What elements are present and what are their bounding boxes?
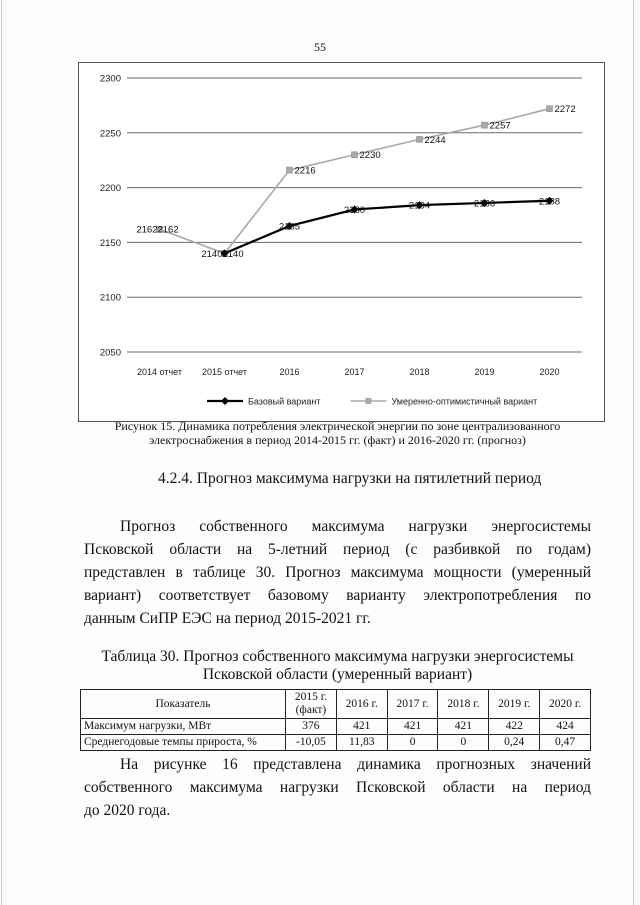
paragraph-line: Прогноз собственного максимума нагрузки энергосистемы [120, 518, 591, 535]
x-tick-label: 2014 отчет [137, 367, 182, 377]
table-row [81, 719, 591, 735]
data-label: 21622162 [136, 224, 179, 236]
x-tick-label: 2015 отчет [202, 367, 247, 377]
max-load-table [80, 689, 591, 751]
data-point-marker [547, 106, 553, 112]
paragraph-line: собственного максимума нагрузки Псковской области на период [84, 779, 591, 796]
paragraph-figure-16 [84, 753, 591, 822]
series-line [225, 201, 550, 254]
cell-value: 376 [286, 719, 337, 735]
cell-value: 421 [336, 719, 387, 735]
data-label: 21402140 [201, 248, 244, 260]
cell-value: 422 [489, 719, 540, 735]
x-tick-label: 2016 [279, 367, 300, 377]
header-2015-note: (факт) [295, 704, 327, 716]
y-tick-label: 2300 [99, 73, 121, 85]
paragraph-line: На рисунке 16 представлена динамика прогнозных значений [120, 756, 591, 773]
paragraph-line: до 2020 года. [84, 802, 171, 819]
data-label: 2257 [489, 120, 511, 132]
header-2015-year: 2015 г. [294, 691, 327, 703]
cell-value: 0,24 [489, 735, 540, 751]
y-tick-label: 2200 [99, 183, 121, 195]
data-label: 2216 [294, 165, 316, 177]
y-tick-label: 2100 [99, 292, 121, 304]
cell-value: 0,47 [540, 735, 591, 751]
data-label: 2188 [538, 196, 561, 208]
y-tick-label: 2250 [99, 128, 121, 140]
header-2019: 2019 г. [489, 690, 540, 719]
header-2017: 2017 г. [387, 690, 438, 719]
caption-line-1: Рисунок 15. Динамика потребления электрической энергии по зоне централизованного [114, 419, 561, 433]
cell-value: 0 [387, 735, 438, 751]
section-heading: 4.2.4. Прогноз максимума нагрузки на пятилетний период [158, 470, 542, 487]
table-title [84, 648, 591, 684]
table-title-line-1: Таблица 30. Прогноз собственного максимума нагрузки энергосистемы [101, 648, 574, 665]
data-point-marker [287, 167, 293, 173]
cell-value: 421 [438, 719, 489, 735]
paragraph-line: Псковской области на 5-летний период (с разбивкой по годам) [84, 541, 591, 558]
legend-marker [365, 398, 371, 404]
data-point-marker [352, 152, 358, 158]
x-tick-label: 2018 [409, 367, 430, 377]
y-tick-label: 2150 [99, 237, 121, 249]
header-2016: 2016 г. [336, 690, 387, 719]
table-row [81, 735, 591, 751]
cell-label: Среднегодовые темпы прироста, % [81, 735, 286, 751]
legend-marker [221, 397, 229, 405]
figure-caption [85, 419, 590, 447]
chart-frame [78, 62, 605, 422]
cell-value: 421 [387, 719, 438, 735]
data-label: 2186 [473, 198, 496, 210]
x-tick-label: 2017 [344, 367, 365, 377]
cell-value: 11,83 [336, 735, 387, 751]
cell-label: Максимум нагрузки, МВт [81, 719, 286, 735]
data-label: 2184 [408, 200, 431, 212]
scan-edge-right [633, 0, 634, 905]
x-tick-label: 2020 [539, 367, 560, 377]
header-2020: 2020 г. [540, 690, 591, 719]
paragraph-line: вариант) соответствует базовому варианту электропотребления по [84, 587, 591, 604]
data-label: 2165 [278, 221, 301, 233]
data-label: 2180 [343, 205, 366, 217]
page-number: 55 [314, 40, 326, 54]
x-tick-label: 2019 [474, 367, 495, 377]
table-header-row [81, 690, 591, 719]
cell-value: -10,05 [286, 735, 337, 751]
cell-value: 0 [438, 735, 489, 751]
legend-label: Умеренно-оптимистичный вариант [391, 396, 538, 407]
header-2015 [286, 690, 337, 719]
scan-edge-left [1, 0, 2, 905]
paragraph-forecast-intro [84, 515, 591, 630]
header-2018: 2018 г. [438, 690, 489, 719]
consumption-chart [79, 63, 604, 421]
data-label: 2244 [424, 134, 446, 146]
data-point-marker [417, 136, 423, 142]
data-point-marker [482, 122, 488, 128]
legend-label: Базовый вариант [248, 396, 321, 407]
y-tick-label: 2050 [99, 347, 121, 359]
data-label: 2230 [359, 150, 381, 162]
table-title-line-2: Псковской области (умеренный вариант) [202, 666, 473, 683]
header-indicator: Показатель [81, 690, 286, 719]
paragraph-line: данным СиПР ЕЭС на период 2015-2021 гг. [84, 610, 371, 627]
caption-line-2: электроснабжения в период 2014-2015 гг. (факт) и 2016-2020 гг. (прогноз) [149, 433, 526, 447]
data-label: 2272 [554, 104, 576, 116]
paragraph-line: представлен в таблице 30. Прогноз максимума мощности (умеренный [84, 564, 591, 581]
cell-value: 424 [540, 719, 591, 735]
